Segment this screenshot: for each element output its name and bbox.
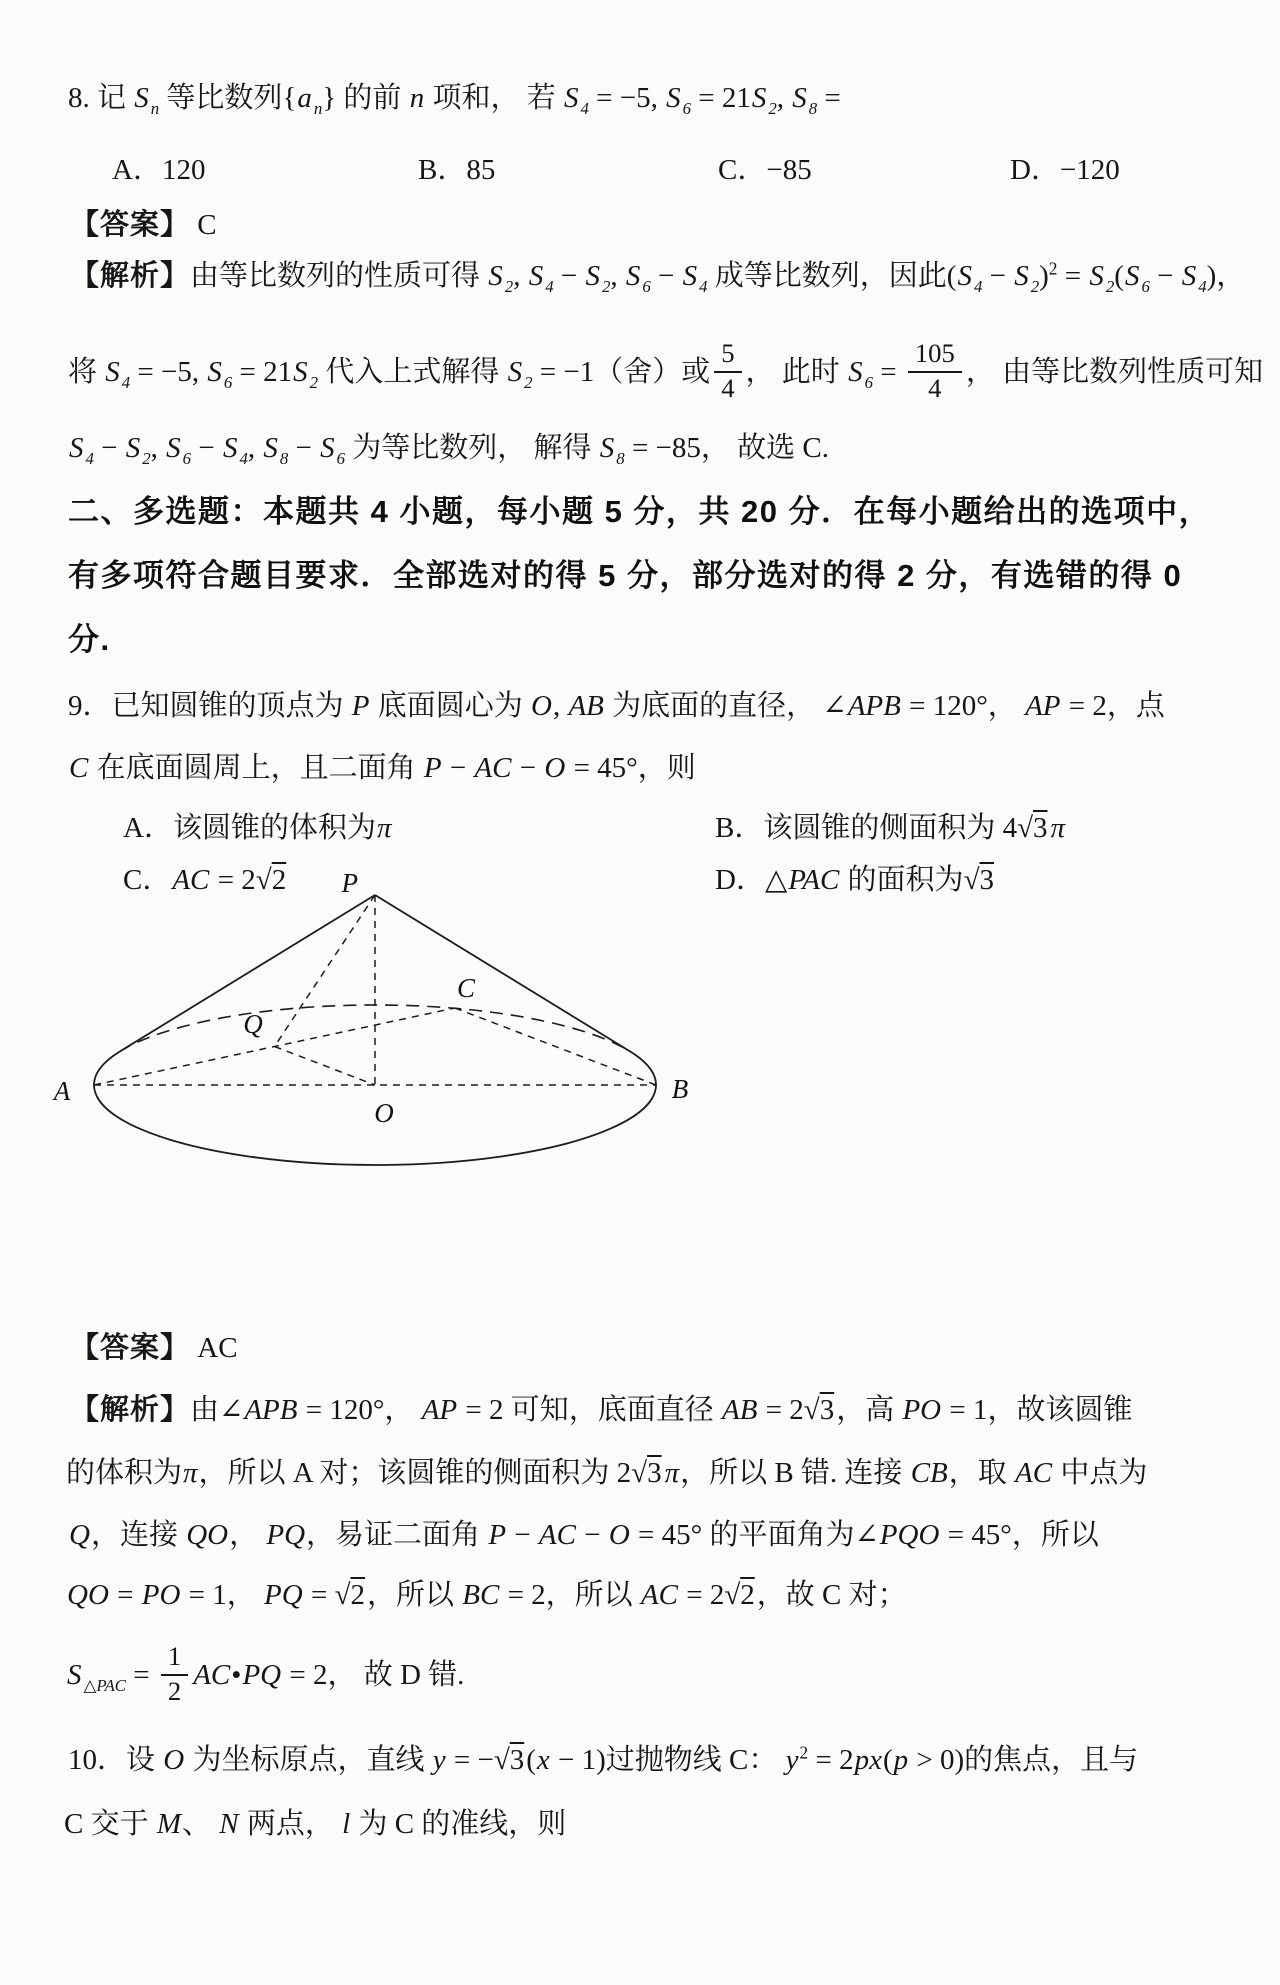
q9-option-d: D．△PAC 的面积为√3	[715, 864, 994, 896]
figure-label-a: A	[53, 1076, 71, 1106]
q9-analysis-line-4: QO = PO = 1， PQ = √2，所以 BC = 2，所以 AC = 2√2，故 C 对；	[67, 1579, 907, 1611]
figure-label-c: C	[456, 973, 476, 1003]
section2-heading-line-1: 二、多选题：本题共 4 小题，每小题 5 分，共 20 分．在每小题给出的选项中，	[68, 494, 1212, 529]
q9-analysis-line-3: Q，连接 QO， PQ，易证二面角 P − AC − O = 45° 的平面角为∠PQO = 45°，所以	[69, 1519, 1099, 1551]
figure-label-b: B	[671, 1074, 689, 1104]
q10-stem-line-1: 10．设 O 为坐标原点，直线 y = −√3(x − 1)过抛物线 C： $y^2 = 2px(p > 0)$的焦点，且与	[68, 1742, 1139, 1776]
chord-cb-line	[455, 1008, 656, 1085]
q9-analysis-line-1: 【解析】由∠APB = 120°， AP = 2 可知，底面直径 AB = 2√3，高 PO = 1，故该圆锥	[70, 1394, 1133, 1426]
figure-label-q: Q	[243, 1009, 263, 1039]
figure-label-o: O	[374, 1098, 394, 1128]
q9-answer: 【答案】 AC	[70, 1332, 238, 1364]
cone-figure	[40, 870, 730, 1200]
section2-heading-line-2: 有多项符合题目要求．全部选对的得 5 分，部分选对的得 2 分，有选错的得 0	[68, 558, 1183, 593]
segment-pq-line	[275, 895, 376, 1047]
q10-stem-line-2: C 交于 M、 N 两点， l 为 C 的准线，则	[64, 1808, 567, 1840]
q8-option-a: A．120	[112, 154, 206, 186]
q8-analysis-line-3: S $_4$ − S $_2$, S $_6$ − S $_4$, S $_8$ − S $_6$ 为等比数列， 解得 S $_8$ = −85， 故选 C.	[69, 432, 829, 468]
figure-label-p: P	[341, 870, 358, 898]
q9-stem-line-1: 9．已知圆锥的顶点为 P 底面圆心为 O, AB 为底面的直径， ∠APB = 120°， AP = 2，点	[68, 690, 1165, 722]
q8-analysis-line-2: 将 S $_4$ = −5, S $_6$ = 21S $_2$ 代入上式解得 S $_2$ = −1（舍）或 $\frac{5}{4}$ ， 此时 S $_6$ = $\frac{105}{4}$ ， 由等比数列性质可知	[68, 338, 1264, 403]
q8-option-b: B．85	[418, 154, 496, 186]
q9-analysis-line-5: S $_{\triangle PAC}$ = $\frac{1}{2}$ AC•PQ = 2， 故 D 错.	[67, 1641, 465, 1706]
q9-option-b: B．该圆锥的侧面积为 4√3 π	[715, 812, 1066, 844]
section2-heading-line-3: 分.	[68, 622, 111, 657]
q8-stem: 8. 记 S $_n$ 等比数列{a $_n$} 的前 n 项和， 若 S $_4$ = −5, S $_6$ = 21S $_2$, S $_8$ =	[68, 82, 841, 118]
q9-analysis-line-2: 的体积为π，所以 A 对；该圆锥的侧面积为 2√3 π，所以 B 错. 连接 CB，取 AC 中点为	[66, 1457, 1148, 1489]
cone-figure-svg	[40, 870, 730, 1200]
q9-stem-line-2: C 在底面圆周上，且二面角 P − AC − O = 45°，则	[69, 752, 696, 784]
q9-option-c: C．AC = 2√2	[123, 864, 287, 896]
q8-answer: 【答案】 C	[70, 209, 217, 241]
q8-option-d: D．−120	[1010, 154, 1120, 186]
cone-right-edge	[375, 895, 631, 1052]
q9-option-a: A．该圆锥的体积为π	[123, 812, 392, 844]
q8-analysis-line-1: 【解析】由等比数列的性质可得 S $_2$, S $_4$ − S $_2$, S $_6$ − S $_4$ 成等比数列，因此(S $_4$ − S $_2$)$^2$ = S $_2$(S $_6$ − S $_4$)，	[70, 258, 1246, 296]
q8-option-c: C．−85	[718, 154, 812, 186]
segment-qo-line	[275, 1047, 376, 1086]
